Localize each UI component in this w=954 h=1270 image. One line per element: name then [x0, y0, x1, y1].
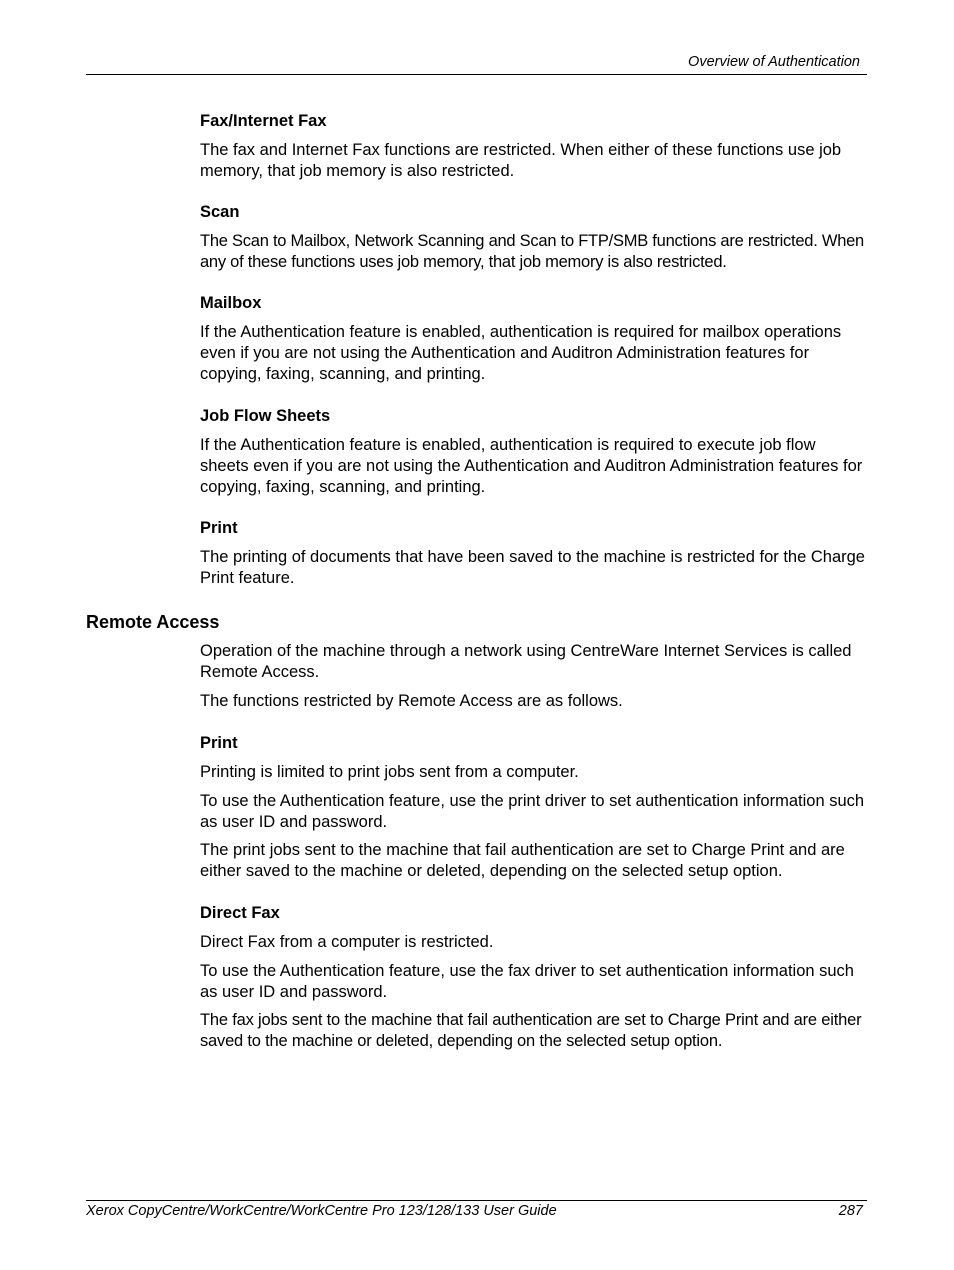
remote-print-p2: To use the Authentication feature, use the print driver to set authentication information such as user ID and password.	[200, 792, 865, 831]
remote-access-intro: Operation of the machine through a network using CentreWare Internet Services is called Remote Access.	[200, 642, 852, 681]
section-heading-mailbox: Mailbox	[200, 294, 262, 312]
direct-fax-heading: Direct Fax	[200, 904, 280, 922]
section-heading-print: Print	[200, 519, 238, 537]
remote-access-intro-2: The functions restricted by Remote Access are as follows.	[200, 692, 623, 710]
remote-print-p1: Printing is limited to print jobs sent from a computer.	[200, 763, 579, 781]
header-divider	[86, 74, 867, 75]
remote-print-heading: Print	[200, 734, 238, 752]
direct-fax-p1: Direct Fax from a computer is restricted.	[200, 933, 494, 951]
page-number: 287	[838, 1203, 863, 1219]
section-text-fax: The fax and Internet Fax functions are restricted. When either of these functions use job memory, that job memory is also restricted.	[200, 141, 842, 180]
direct-fax-p3: The fax jobs sent to the machine that fail authentication are set to Charge Print and are either saved to the machine or deleted, depending on the selected setup option.	[200, 1011, 862, 1050]
section-heading-scan: Scan	[200, 203, 240, 221]
remote-access-heading: Remote Access	[86, 612, 220, 632]
remote-print-p3: The print jobs sent to the machine that fail authentication are set to Charge Print and are either saved to the machine or deleted, depending on the selected setup option.	[200, 841, 845, 880]
running-header: Overview of Authentication	[688, 54, 860, 70]
section-text-job-flow: If the Authentication feature is enabled, authentication is required to execute job flow sheets even if you are not using the Authentication and Auditron Administration features for copying, faxing, scanning, and printing.	[200, 436, 863, 496]
section-text-print: The printing of documents that have been saved to the machine is restricted for the Charge Print feature.	[200, 548, 865, 587]
footer-guide-title: Xerox CopyCentre/WorkCentre/WorkCentre Pro 123/128/133 User Guide	[86, 1203, 557, 1219]
section-text-mailbox: If the Authentication feature is enabled, authentication is required for mailbox operations even if you are not using the Authentication and Auditron Administration features for copying, faxing, scanning, and printing.	[200, 323, 842, 383]
section-text-scan: The Scan to Mailbox, Network Scanning and Scan to FTP/SMB functions are restricted. When any of these functions uses job memory, that job memory is also restricted.	[200, 232, 864, 271]
section-heading-job-flow: Job Flow Sheets	[200, 407, 331, 425]
section-heading-fax: Fax/Internet Fax	[200, 112, 327, 130]
direct-fax-p2: To use the Authentication feature, use the fax driver to set authentication information such as user ID and password.	[200, 962, 854, 1001]
